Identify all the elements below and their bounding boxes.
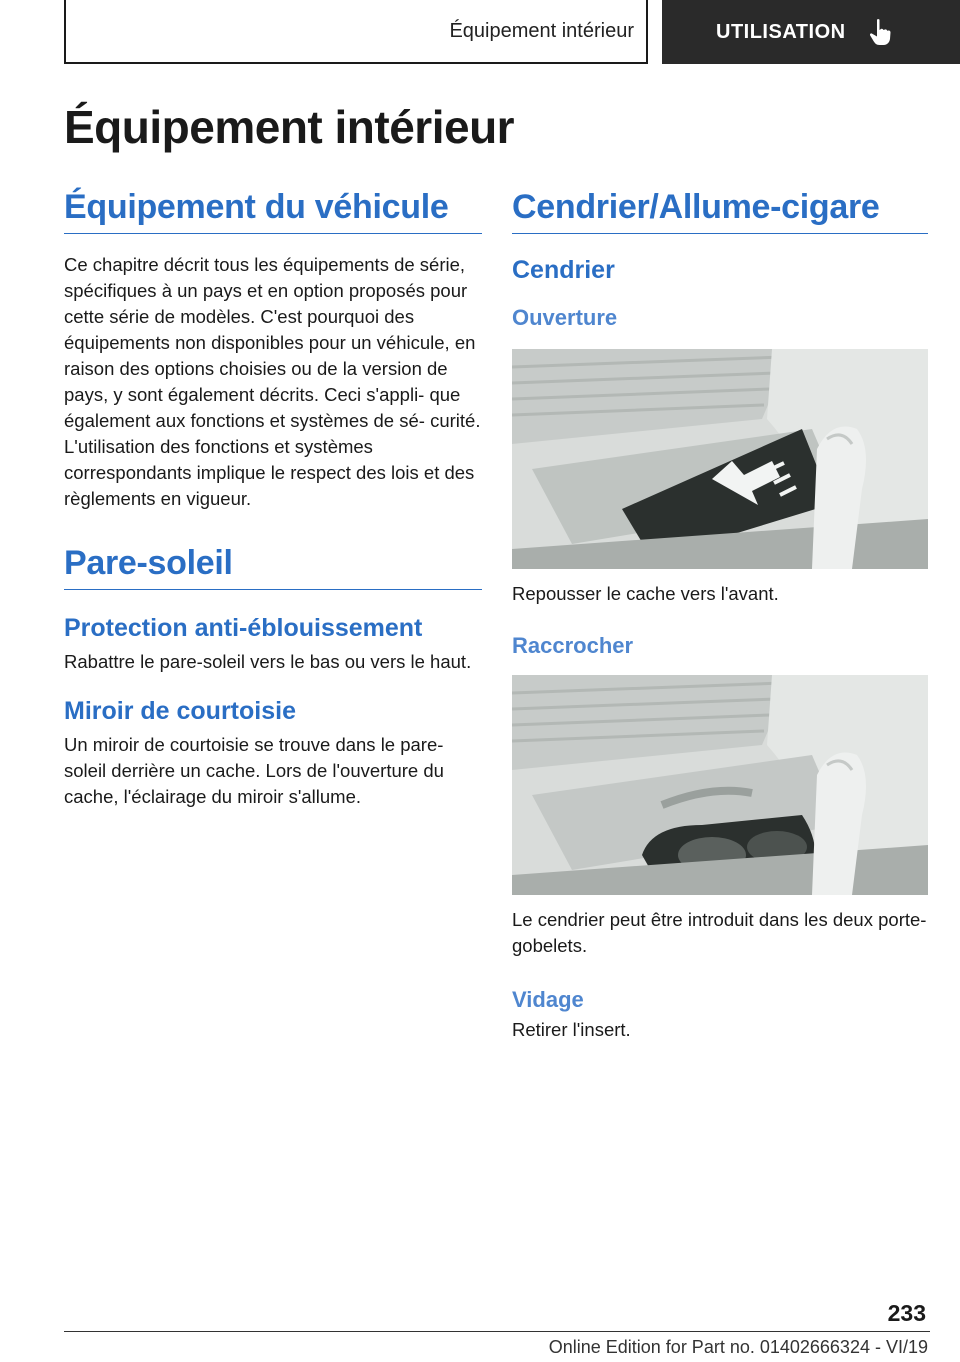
chapter-label: UTILISATION	[716, 20, 846, 43]
sun-visor-heading: Pare-soleil	[64, 544, 482, 590]
page-number: 233	[887, 1300, 926, 1326]
glare-protection-paragraph: Rabattre le pare-soleil vers le bas ou vers le haut.	[64, 651, 472, 672]
running-header	[64, 0, 648, 64]
equipment-paragraph: Ce chapitre décrit tous les équipements de série, spécifiques à un pays et en option proposés pour cette série de modèles. C'est pourquoi des équipements non disponibles pour un véhicule, en raison des options choisies ou de la version de pays, y sont également décrits. Ceci s'appli‐ que également aux fonctions et systèmes de sé‐ curité. L'utilisation des fonctions et systèmes correspondants implique le respect des lois et des règlements en vigueur.	[64, 254, 481, 509]
chapter-tab	[662, 0, 960, 64]
emptying-heading: Vidage	[512, 987, 584, 1012]
ashtray-heading: Cendrier	[512, 256, 615, 284]
ashtray-lighter-heading: Cendrier/Allume-cigare	[512, 188, 928, 234]
footer-divider	[64, 1331, 930, 1332]
ashtray-opening-illustration	[512, 349, 928, 569]
hang-heading: Raccrocher	[512, 633, 634, 658]
vanity-mirror-heading: Miroir de courtoisie	[64, 697, 296, 725]
pointing-hand-icon	[868, 18, 892, 46]
vanity-mirror-paragraph: Un miroir de courtoisie se trouve dans le pare- soleil derrière un cache. Lors de l'ouverture du cache, l'éclairage du miroir s'allume.	[64, 734, 444, 807]
glare-protection-heading: Protection anti-éblouissement	[64, 614, 423, 642]
left-column	[64, 188, 482, 810]
right-column	[512, 188, 928, 1043]
edition-footer: Online Edition for Part no. 01402666324 - VI/19	[548, 1337, 928, 1357]
page-title: Équipement intérieur	[64, 101, 515, 153]
opening-caption: Repousser le cache vers l'avant.	[512, 583, 779, 604]
equipment-heading: Équipement du véhicule	[64, 188, 482, 234]
opening-heading: Ouverture	[512, 305, 618, 330]
emptying-paragraph: Retirer l'insert.	[512, 1019, 631, 1040]
ashtray-cupholder-illustration	[512, 675, 928, 895]
header-section-title: Équipement intérieur	[449, 19, 634, 42]
hang-caption: Le cendrier peut être introduit dans les deux porte-gobelets.	[512, 909, 927, 956]
